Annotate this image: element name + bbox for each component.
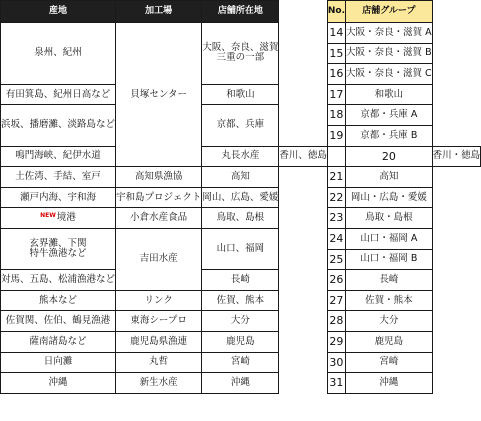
group-no: 28: [327, 311, 345, 332]
table-row: [1, 105, 481, 126]
group-name: 岡山・広島・愛媛: [346, 187, 433, 208]
group-no: 17: [327, 84, 345, 105]
column-gap: [279, 125, 328, 146]
column-gap: [279, 105, 328, 126]
column-gap: [279, 43, 328, 64]
location-cell: 香川、徳島: [279, 146, 328, 167]
plant-cell: 小倉水産食品: [116, 208, 202, 229]
group-name: 香川・徳島: [432, 146, 481, 167]
group-name: 宮崎: [346, 352, 433, 373]
group-name: 鹿児島: [346, 331, 433, 352]
new-badge: NEW: [40, 212, 56, 220]
location-cell: 長崎: [202, 270, 279, 291]
group-name: 大阪・奈良・滋賀 C: [346, 64, 433, 85]
origin-cell: 日向灘: [1, 352, 116, 373]
group-name: 和歌山: [346, 84, 433, 105]
column-gap: [279, 167, 328, 188]
group-no: 19: [327, 125, 345, 146]
plant-cell: 丸哲: [116, 352, 202, 373]
plant-cell-yoshida: 吉田水産: [116, 228, 202, 290]
location-cell: 佐賀、熊本: [202, 290, 279, 311]
column-gap: [327, 146, 345, 167]
table-row: [1, 352, 481, 373]
column-gap: [279, 373, 328, 394]
location-line: 大阪、奈良、滋賀 三重の一部: [202, 42, 279, 64]
group-name: 大分: [346, 311, 433, 332]
column-gap: [279, 84, 328, 105]
column-gap: [279, 270, 328, 291]
location-cell: 沖縄: [202, 373, 279, 394]
group-no: 29: [327, 331, 345, 352]
group-no: 15: [327, 43, 345, 64]
header-plant: 加工場: [116, 1, 202, 23]
column-gap: [279, 228, 328, 249]
plant-cell-kaizuka: 貝塚センター: [116, 23, 202, 167]
plant-cell: 鹿児島県漁連: [116, 331, 202, 352]
group-no: 31: [327, 373, 345, 394]
plant-cell: 東海シープロ: [116, 311, 202, 332]
table-row: [1, 187, 481, 208]
group-no: 26: [327, 270, 345, 291]
group-name: 佐賀・熊本: [346, 290, 433, 311]
table-row: [1, 311, 481, 332]
group-no: 18: [327, 105, 345, 126]
group-name: 山口・福岡 B: [346, 249, 433, 270]
column-gap: [279, 23, 328, 44]
origin-cell: 浜坂、播磨灘、淡路島など: [1, 105, 116, 146]
plant-cell: 丸長水産: [202, 146, 279, 167]
group-name: 大阪・奈良・滋賀 B: [346, 43, 433, 64]
column-gap: [279, 249, 328, 270]
group-name: 沖縄: [346, 373, 433, 394]
group-no: 21: [327, 167, 345, 188]
column-gap: [279, 311, 328, 332]
origin-text: 玄界灘、下関 特牛漁港など: [29, 238, 87, 260]
group-name: 高知: [346, 167, 433, 188]
column-gap: [279, 64, 328, 85]
group-no: 20: [346, 146, 433, 167]
location-cell: 岡山、広島、愛媛: [202, 187, 279, 208]
plant-cell: リンク: [116, 290, 202, 311]
table-row: [1, 146, 481, 167]
group-no: 22: [327, 187, 345, 208]
origin-cell: 有田箕島、紀州日高など: [1, 84, 116, 105]
group-no: 25: [327, 249, 345, 270]
table-row: [1, 208, 481, 229]
group-no: 14: [327, 23, 345, 44]
table-row: [1, 228, 481, 249]
origin-cell: 泉州、紀州: [1, 23, 116, 85]
location-cell: [202, 23, 279, 85]
group-no: 16: [327, 64, 345, 85]
group-no: 24: [327, 228, 345, 249]
header-group: 店舗グループ: [346, 1, 433, 23]
header-origin: 産地: [1, 1, 116, 23]
table-row: [1, 373, 481, 394]
origin-cell: 熊本など: [1, 290, 116, 311]
group-name: 鳥取・島根: [346, 208, 433, 229]
group-name: 山口・福岡 A: [346, 228, 433, 249]
column-gap: [279, 290, 328, 311]
origin-cell: 佐賀関、佐伯、鶴見漁港: [1, 311, 116, 332]
group-no: 27: [327, 290, 345, 311]
origin-cell: 沖縄: [1, 373, 116, 394]
group-no: 30: [327, 352, 345, 373]
group-name: 京都・兵庫 B: [346, 125, 433, 146]
plant-cell: 新生水産: [116, 373, 202, 394]
group-name: 長崎: [346, 270, 433, 291]
column-gap: [279, 208, 328, 229]
header-location: 店舗所在地: [202, 1, 279, 23]
location-cell: 大分: [202, 311, 279, 332]
origin-cell: 対馬、五島、松浦漁港など: [1, 270, 116, 291]
table-row: [1, 167, 481, 188]
header-no: No.: [327, 1, 345, 23]
header-row: [1, 1, 481, 23]
plant-cell: 高知県漁協: [116, 167, 202, 188]
location-cell: 和歌山: [202, 84, 279, 105]
location-cell: 京都、兵庫: [202, 105, 279, 146]
table-row: [1, 331, 481, 352]
location-cell: 鳥取、島根: [202, 208, 279, 229]
location-cell: 山口、福岡: [202, 228, 279, 269]
column-gap: [279, 1, 328, 23]
table-row: [1, 23, 481, 44]
origin-cell: [1, 228, 116, 269]
table-row: [1, 270, 481, 291]
origin-text: 境港: [56, 212, 76, 224]
location-cell: 高知: [202, 167, 279, 188]
column-gap: [279, 331, 328, 352]
group-name: 大阪・奈良・滋賀 A: [346, 23, 433, 44]
location-cell: 宮崎: [202, 352, 279, 373]
column-gap: [279, 187, 328, 208]
table-row: [1, 290, 481, 311]
plant-cell: 宇和島プロジェクト: [116, 187, 202, 208]
origin-cell: 瀬戸内海、宇和海: [1, 187, 116, 208]
location-cell: 鹿児島: [202, 331, 279, 352]
group-no: 23: [327, 208, 345, 229]
origin-cell: 鳴門海峡、紀伊水道: [1, 146, 116, 167]
origin-cell: [1, 208, 116, 229]
group-name: 京都・兵庫 A: [346, 105, 433, 126]
origin-cell: 薩南諸島など: [1, 331, 116, 352]
column-gap: [279, 352, 328, 373]
origin-cell: 土佐湾、手結、室戸: [1, 167, 116, 188]
table-row: [1, 84, 481, 105]
